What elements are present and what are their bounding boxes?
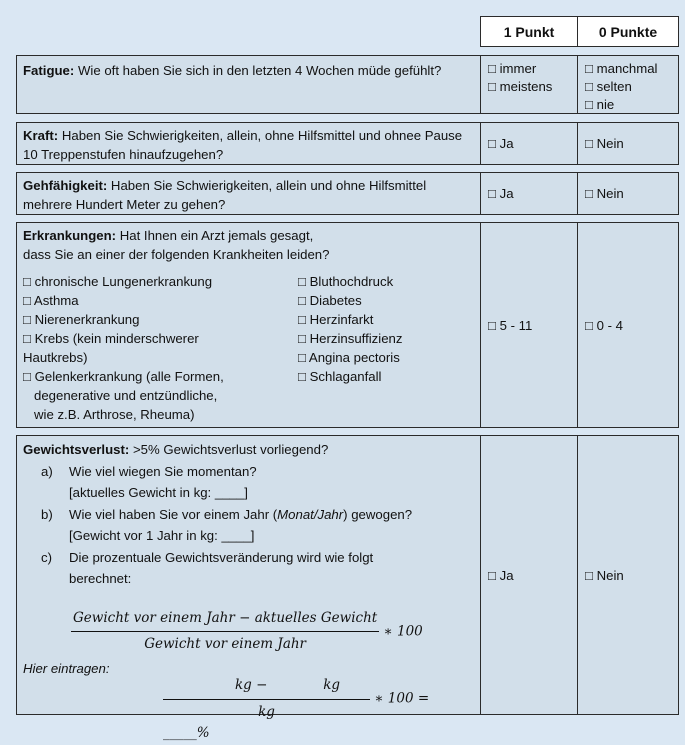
gewicht-item-a-hint[interactable] (41, 482, 474, 504)
checkbox-bluthochdruck[interactable]: □ Bluthochdruck (298, 274, 394, 289)
fill-in-formula[interactable] (163, 675, 474, 745)
checkbox-diabetes[interactable]: □ Diabetes (298, 293, 362, 308)
fatigue-0-punkte (577, 55, 679, 114)
formula-denominator: Gewicht vor einem Jahr (144, 636, 307, 652)
header-0-punkte: 0 Punkte (577, 16, 679, 47)
kraft-1-punkt (480, 122, 578, 165)
gewicht-item-b-hint[interactable] (41, 525, 474, 547)
gewicht-row (16, 435, 679, 741)
checkbox-gewicht-nein[interactable]: □ Nein (585, 567, 624, 583)
item-b-text-post: ) gewogen? (343, 506, 413, 522)
header-1-punkt: 1 Punkt (480, 16, 578, 47)
item-c-text-2: berechnet: (69, 571, 132, 586)
gehen-0-punkte (577, 172, 679, 215)
checkbox-herzinfarkt[interactable]: □ Herzinfarkt (298, 312, 374, 327)
gelenk-continuation-1: degenerative und entzündliche, (34, 388, 218, 403)
kraft-question (16, 122, 481, 165)
item-a-label: a) (41, 463, 53, 479)
gelenk-continuation-2: wie z.B. Arthrose, Rheuma) (34, 407, 195, 422)
erkrankungen-1-punkt (480, 222, 578, 428)
fatigue-question (16, 55, 481, 114)
disease-list (23, 272, 474, 422)
gewicht-0-punkte (577, 435, 679, 715)
checkbox-nierenerkrankung[interactable]: □ Nierenerkrankung (23, 312, 140, 327)
gehen-question (16, 172, 481, 215)
erkrankungen-question (16, 222, 481, 428)
checkbox-gehen-ja[interactable]: □ Ja (488, 186, 514, 201)
gewicht-1-punkt (480, 435, 578, 715)
erkrankungen-row (16, 222, 679, 428)
gewicht-label: Gewichtsverlust: (23, 442, 130, 457)
gehen-label: Gehfähigkeit: (23, 178, 108, 193)
checkbox-nie[interactable]: □ nie (585, 97, 615, 112)
checkbox-meistens[interactable]: □ meistens (488, 79, 553, 94)
checkbox-gehen-nein[interactable]: □ Nein (585, 186, 624, 201)
gehen-1-punkt (480, 172, 578, 215)
item-b-text-italic: Monat/Jahr (277, 506, 344, 522)
item-b-label: b) (41, 506, 53, 522)
gewicht-item-b (41, 504, 474, 526)
item-b-hint[interactable]: [Gewicht vor 1 Jahr in kg: ____] (69, 528, 255, 543)
krebs-continuation: Hautkrebs) (23, 350, 88, 365)
item-c-text: Die prozentuale Gewichtsveränderung wird wie folgt (69, 549, 374, 565)
fatigue-label: Fatigue: (23, 63, 75, 78)
item-a-hint[interactable]: [aktuelles Gewicht in kg: ____] (69, 485, 248, 500)
fatigue-1-punkt (480, 55, 578, 114)
formula-numerator: Gewicht vor einem Jahr − aktuelles Gewicht (71, 608, 379, 633)
checkbox-krebs[interactable]: □ Krebs (kein minderschwerer (23, 331, 199, 346)
item-c-label: c) (41, 549, 52, 565)
fill-result[interactable]: ∗ 100 = _____% (163, 690, 430, 741)
fill-numerator[interactable]: kg − kg (163, 675, 370, 700)
item-b-text-pre: Wie viel haben Sie vor einem Jahr ( (69, 506, 278, 522)
erkrankungen-0-punkte (577, 222, 679, 428)
checkbox-kraft-nein[interactable]: □ Nein (585, 136, 624, 151)
checkbox-selten[interactable]: □ selten (585, 79, 632, 94)
gewicht-item-c (41, 547, 474, 569)
checkbox-5-11[interactable]: □ 5 - 11 (488, 317, 533, 333)
gewicht-text: >5% Gewichtsverlust vorliegend? (129, 442, 329, 457)
erkrankungen-text-1: Hat Ihnen ein Arzt jemals gesagt, (116, 228, 314, 243)
kraft-text: Haben Sie Schwierigkeiten, allein, ohne Hilfsmittel und ohnee Pause 10 Treppenstufen hinaufzugehen? (23, 128, 463, 162)
checkbox-immer[interactable]: □ immer (488, 61, 537, 76)
gehen-row (16, 172, 679, 215)
checkbox-asthma[interactable]: □ Asthma (23, 293, 79, 308)
gewicht-question (16, 435, 481, 741)
fatigue-row (16, 55, 679, 114)
erkrankungen-text-2: dass Sie an einer der folgenden Krankheiten leiden? (23, 247, 330, 262)
checkbox-manchmal[interactable]: □ manchmal (585, 61, 658, 76)
kraft-row (16, 122, 679, 165)
kraft-0-punkte (577, 122, 679, 165)
item-a-text: Wie viel wiegen Sie momentan? (69, 463, 257, 479)
gehen-text: Haben Sie Schwierigkeiten, allein und ohne Hilfsmittel mehrere Hundert Meter zu gehen? (23, 178, 427, 212)
erkrankungen-label: Erkrankungen: (23, 228, 117, 243)
checkbox-kraft-ja[interactable]: □ Ja (488, 136, 514, 151)
gewicht-item-c-2 (41, 568, 474, 590)
checkbox-herzinsuffizienz[interactable]: □ Herzinsuffizienz (298, 331, 403, 346)
checkbox-lungenerkrankung[interactable]: □ chronische Lungenerkrankung (23, 274, 213, 289)
checkbox-schlaganfall[interactable]: □ Schlaganfall (298, 369, 382, 384)
formula-multiplier: ∗ 100 (383, 623, 423, 639)
fatigue-text: Wie oft haben Sie sich in den letzten 4 Wochen müde gefühlt? (74, 63, 442, 78)
fill-denominator[interactable]: kg (258, 703, 275, 720)
hier-eintragen: Hier eintragen: (23, 660, 110, 676)
kraft-label: Kraft: (23, 128, 59, 143)
checkbox-0-4[interactable]: □ 0 - 4 (585, 317, 624, 333)
disease-list-left (23, 272, 293, 424)
checkbox-gelenkerkrankung[interactable]: □ Gelenkerkrankung (alle Formen, (23, 369, 224, 384)
checkbox-angina-pectoris[interactable]: □ Angina pectoris (298, 350, 400, 365)
disease-list-right (298, 272, 402, 386)
gewicht-item-a (41, 461, 474, 483)
checkbox-gewicht-ja[interactable]: □ Ja (488, 567, 514, 583)
formula (71, 608, 474, 656)
